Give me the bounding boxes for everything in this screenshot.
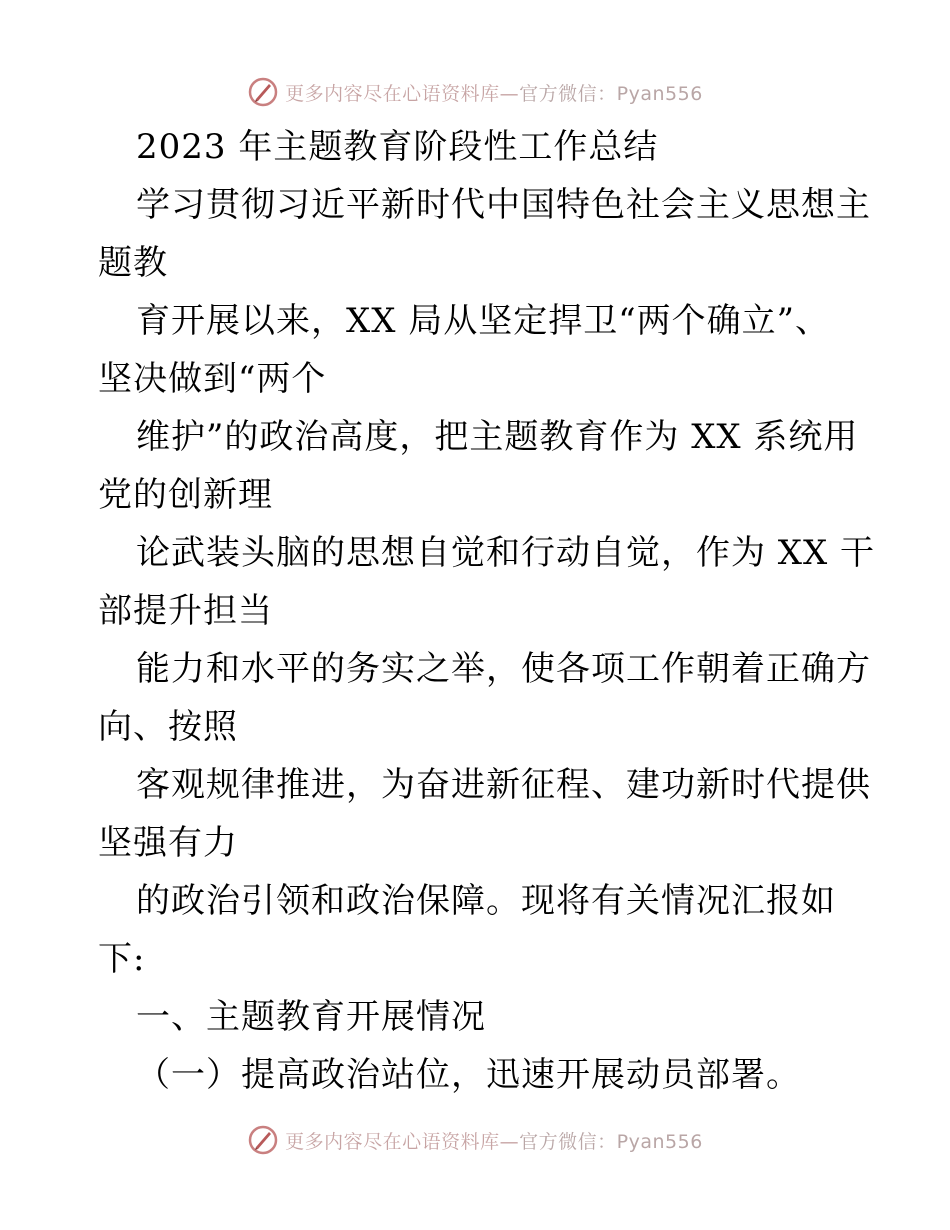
paragraph-line: 部提升担当 <box>98 591 273 631</box>
document-body <box>98 118 876 1104</box>
watermark-text: 更多内容尽在心语资料库— <box>285 1130 520 1153</box>
paragraph-line: 题教 <box>98 243 168 283</box>
paragraph-line: 坚强有力 <box>98 823 238 863</box>
paragraph-line: 维护”的政治高度，把主题教育作为 XX 系统用 <box>136 417 859 457</box>
watermark-header <box>0 72 950 112</box>
watermark-text: 更多内容尽在心语资料库— <box>285 82 520 105</box>
paragraph-line: 坚决做到“两个 <box>98 359 327 399</box>
paragraph-line: 向、按照 <box>98 707 238 747</box>
watermark-footer <box>0 1120 950 1160</box>
paragraph-line: 党的创新理 <box>98 475 273 515</box>
paragraph-line: 下: <box>98 939 146 979</box>
quill-logo-icon <box>247 76 279 108</box>
paragraph-line: 的政治引领和政治保障。现将有关情况汇报如 <box>136 881 836 921</box>
quill-logo-icon <box>247 1124 279 1156</box>
paragraph-line: 论武装头脑的思想自觉和行动自觉，作为 XX 干 <box>136 533 876 573</box>
document-title: 2023 年主题教育阶段性工作总结 <box>136 127 659 167</box>
paragraph-line: 学习贯彻习近平新时代中国特色社会主义思想主 <box>136 185 871 225</box>
subsection-heading: （一）提高政治站位，迅速开展动员部署。 <box>136 1055 801 1095</box>
paragraph-line: 育开展以来，XX 局从坚定捍卫“两个确立”、 <box>136 301 830 341</box>
watermark-contact: 官方微信：Pyan556 <box>519 82 703 105</box>
section-heading: 一、主题教育开展情况 <box>136 997 486 1037</box>
watermark-contact: 官方微信：Pyan556 <box>519 1130 703 1153</box>
paragraph-line: 客观规律推进，为奋进新征程、建功新时代提供 <box>136 765 871 805</box>
paragraph-line: 能力和水平的务实之举，使各项工作朝着正确方 <box>136 649 871 689</box>
